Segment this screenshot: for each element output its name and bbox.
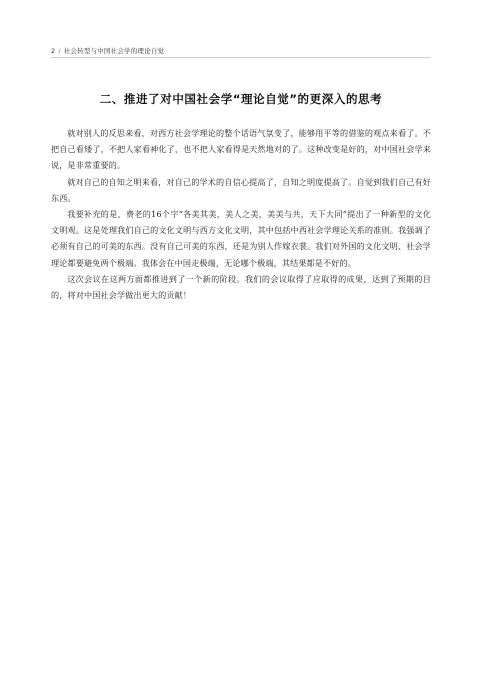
book-title: 社会转型与中国社会学的理论自觉 [63, 47, 165, 55]
page-number: 2 [51, 47, 56, 55]
paragraph-1: 就对别人的反思来看，对西方社会学理论的整个话语气氛变了，能够用平等的借鉴的观点来看了。不把自己看矮了，不把人家看神化了，也不把人家看得是天然地对的了。这种改变是好的，对中国社会学来说，是非常重要的。 [51, 128, 431, 171]
body-text [51, 125, 431, 303]
paragraph-3: 我要补充的是，费老的16个字“各美其美，美人之美，美美与共，天下大同”提出了一种新型的文化文明观。这是处理我们自己的文化文明与西方文化文明，其中包括中西社会学理论关系的准则。我强调了必须有自己的可美的东西。没有自己可美的东西，还是为别人作嫁衣裳。我们对外国的文化文明、社会学理论都要避免两个极端。我体会在中国走极端，无论哪个极端，其结果都是不好的。 [51, 209, 431, 268]
paragraph-4: 这次会议在这两方面都推进到了一个新的阶段。我们的会议取得了应取得的成果，达到了预期的目的，将对中国社会学做出更大的贡献！ [51, 273, 431, 301]
header-separator: / [58, 47, 61, 55]
header-rule [51, 57, 431, 58]
paragraph-2: 就对自己的自知之明来看，对自己的学术的自信心提高了，自知之明度提高了。自觉到我们自己有好东西。 [51, 176, 431, 203]
section-title: 二、推进了对中国社会学“理论自觉”的更深入的思考 [99, 92, 383, 106]
running-header [51, 46, 164, 55]
